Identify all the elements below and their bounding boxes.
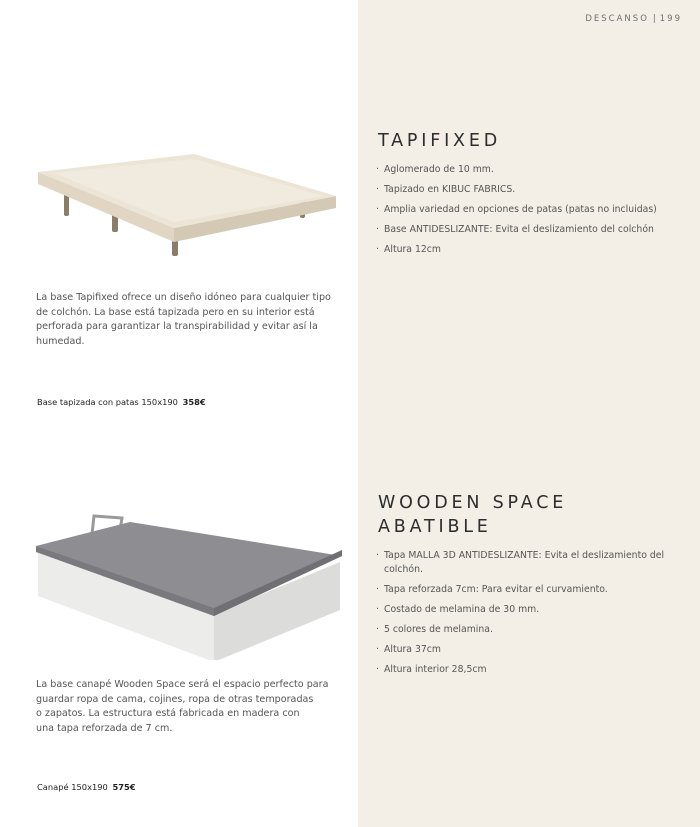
price-label: Base tapizada con patas 150x190 <box>37 397 178 407</box>
feature-item: · Tapizado en KIBUC FABRICS. <box>376 183 676 197</box>
feature-list-wooden-space <box>376 549 666 683</box>
header-separator: | <box>652 14 656 24</box>
section-name: DESCANSO <box>585 14 649 24</box>
right-info-panel <box>358 0 700 827</box>
product-title-tapifixed: TAPIFIXED <box>378 131 501 151</box>
product-description-wooden-space: La base canapé Wooden Space será el espacio perfecto para guardar ropa de cama, cojines, ropa de otras temporadas o zapatos. La estructura está fabricada en madera con una tapa reforzada de 7 cm. <box>36 679 329 734</box>
price-line-tapifixed <box>37 397 206 407</box>
price-value: 575€ <box>112 782 136 792</box>
feature-item: · 5 colores de melamina. <box>376 623 666 637</box>
price-line-wooden-space <box>37 782 136 792</box>
product-description-tapifixed: La base Tapifixed ofrece un diseño idóneo para cualquier tipo de colchón. La base está tapizada pero en su interior está perforada para garantizar la transpirabilidad y evitar así la humedad. <box>36 292 331 347</box>
wooden-space-canape-image <box>34 510 346 660</box>
feature-item: · Amplia variedad en opciones de patas (patas no incluidas) <box>376 203 676 217</box>
feature-item: · Costado de melamina de 30 mm. <box>376 603 666 617</box>
tapifixed-bed-base-image <box>34 150 344 260</box>
feature-item: · Aglomerado de 10 mm. <box>376 163 676 177</box>
product-title-wooden-space: WOODEN SPACE ABATIBLE <box>378 493 568 537</box>
page-number: 199 <box>659 14 682 24</box>
feature-item: · Altura 12cm <box>376 243 676 257</box>
feature-item: · Base ANTIDESLIZANTE: Evita el deslizamiento del colchón <box>376 223 676 237</box>
feature-item: · Tapa reforzada 7cm: Para evitar el curvamiento. <box>376 583 666 597</box>
feature-list-tapifixed <box>376 163 676 263</box>
page-header <box>585 14 682 24</box>
price-value: 358€ <box>182 397 206 407</box>
feature-item: · Altura 37cm <box>376 643 666 657</box>
feature-item: · Tapa MALLA 3D ANTIDESLIZANTE: Evita el deslizamiento del colchón. <box>376 549 666 576</box>
feature-item: · Altura interior 28,5cm <box>376 663 666 677</box>
price-label: Canapé 150x190 <box>37 782 108 792</box>
